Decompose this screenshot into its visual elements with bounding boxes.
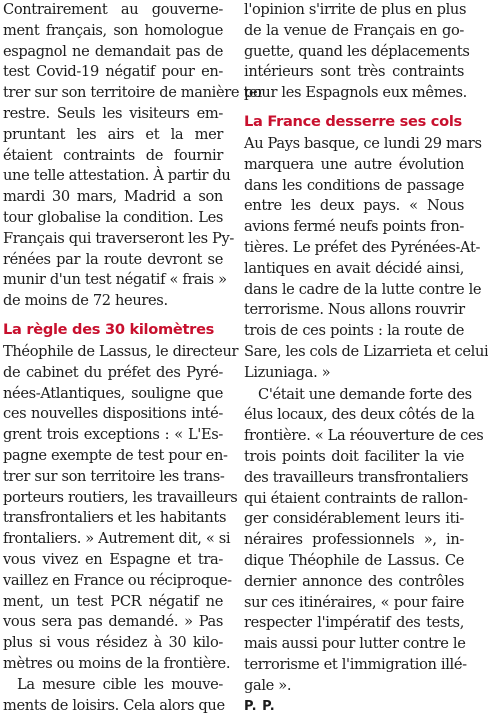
text-line: frontaliers. » Autrement dit, « si (3, 529, 223, 550)
text-line: une telle attestation. À partir du (3, 166, 223, 187)
text-line: trois de ces points : la route de (244, 321, 464, 342)
text-line: mardi 30 mars, Madrid a son (3, 187, 223, 208)
text-line: munir d'un test négatif « frais » (3, 270, 223, 291)
paragraph-pays-basque (244, 134, 464, 384)
text-line: vous sera pas demandé. » Pas (3, 612, 223, 633)
text-line: guette, quand les déplacements (244, 42, 464, 63)
text-line: frontière. « La réouverture de ces (244, 426, 464, 447)
text-line: pruntant les airs et la mer (3, 125, 223, 146)
text-line: mètres ou moins de la frontière. (3, 654, 223, 675)
section-heading-cols: La France desserre ses cols (244, 110, 464, 134)
text-line: trer sur son territoire les trans- (3, 467, 223, 488)
text-line: dans les conditions de passage (244, 176, 464, 197)
text-line: trer sur son territoire de manière ter (3, 83, 223, 104)
paragraph-elus (244, 385, 464, 697)
left-column (3, 0, 223, 716)
text-line: l'opinion s'irrite de plus en plus (244, 0, 464, 21)
text-line: ment, un test PCR négatif ne (3, 592, 223, 613)
text-line: restre. Seuls les visiteurs em- (3, 104, 223, 125)
text-line: entre les deux pays. « Nous (244, 196, 464, 217)
text-line: pagne exempte de test pour en- (3, 446, 223, 467)
text-line: La mesure cible les mouve- (3, 675, 223, 696)
text-line: Français qui traverseront les Py- (3, 229, 223, 250)
text-line: transfrontaliers et les habitants (3, 508, 223, 529)
text-line: ger considérablement leurs iti- (244, 509, 464, 530)
text-line: de cabinet du préfet des Pyré- (3, 363, 223, 384)
text-line: intérieurs sont très contraints (244, 62, 464, 83)
text-line: ments de loisirs. Cela alors que (3, 696, 223, 717)
text-line: lantiques en avait décidé ainsi, (244, 259, 464, 280)
text-line: grent trois exceptions : « L'Es- (3, 425, 223, 446)
text-line: élus locaux, des deux côtés de la (244, 405, 464, 426)
text-line: Théophile de Lassus, le directeur (3, 342, 223, 363)
text-line: qui étaient contraints de rallon- (244, 489, 464, 510)
author-signature: P. P. (244, 697, 464, 717)
text-line: pour les Espagnols eux mêmes. (244, 83, 464, 104)
text-line: rénées par la route devront se (3, 250, 223, 271)
text-line: plus si vous résidez à 30 kilo- (3, 633, 223, 654)
text-line: vaillez en France ou réciproque- (3, 571, 223, 592)
text-line: porteurs routiers, les travailleurs (3, 488, 223, 509)
section-heading-30km: La règle des 30 kilomètres (3, 318, 223, 342)
text-line: terrorisme. Nous allons rouvrir (244, 300, 464, 321)
text-line: Contrairement au gouverne- (3, 0, 223, 21)
text-line: vous vivez en Espagne et tra- (3, 550, 223, 571)
text-line: ment français, son homologue (3, 21, 223, 42)
text-line: avions fermé neufs points fron- (244, 217, 464, 238)
text-line: sur ces itinéraires, « pour faire (244, 593, 464, 614)
text-line: néraires professionnels », in- (244, 530, 464, 551)
paragraph-leisure (3, 675, 223, 717)
text-line: Sare, les cols de Lizarrieta et celui (244, 342, 464, 363)
text-line: Au Pays basque, ce lundi 29 mars (244, 134, 464, 155)
paragraph-opinion (244, 0, 464, 104)
right-column (244, 0, 464, 717)
text-line: dans le cadre de la lutte contre le (244, 280, 464, 301)
text-line: respecter l'impératif des tests, (244, 613, 464, 634)
text-line: gale ». (244, 676, 464, 697)
text-line: dique Théophile de Lassus. Ce (244, 551, 464, 572)
text-line: étaient contraints de fournir (3, 146, 223, 167)
text-line: de moins de 72 heures. (3, 291, 223, 312)
paragraph-intro (3, 0, 223, 312)
paragraph-exceptions (3, 342, 223, 675)
text-line: de la venue de Français en go- (244, 21, 464, 42)
text-line: trois points doit faciliter la vie (244, 447, 464, 468)
text-line: espagnol ne demandait pas de (3, 42, 223, 63)
text-line: mais aussi pour lutter contre le (244, 634, 464, 655)
text-line: Lizuniaga. » (244, 363, 464, 384)
text-line: terrorisme et l'immigration illé- (244, 655, 464, 676)
text-line: test Covid-19 négatif pour en- (3, 62, 223, 83)
text-line: des travailleurs transfrontaliers (244, 468, 464, 489)
text-line: C'était une demande forte des (244, 385, 464, 406)
text-line: tières. Le préfet des Pyrénées-At- (244, 238, 464, 259)
text-line: dernier annonce des contrôles (244, 572, 464, 593)
text-line: nées-Atlantiques, souligne que (3, 384, 223, 405)
text-line: tour globalise la condition. Les (3, 208, 223, 229)
text-line: ces nouvelles dispositions inté- (3, 404, 223, 425)
text-line: marquera une autre évolution (244, 155, 464, 176)
